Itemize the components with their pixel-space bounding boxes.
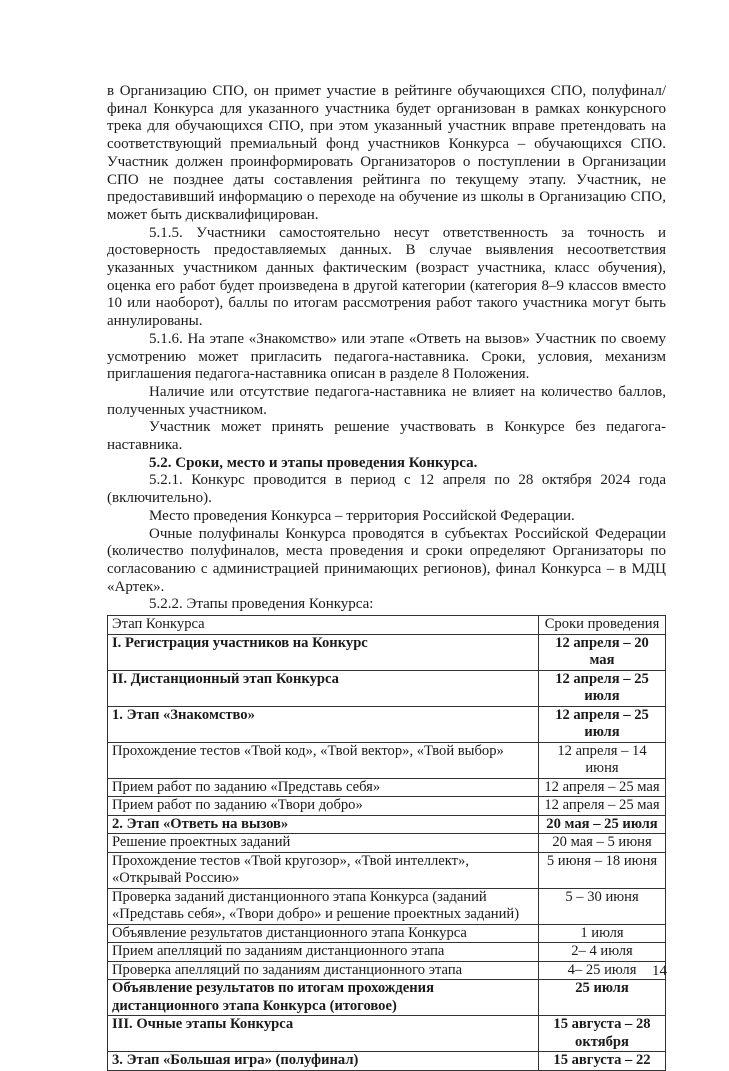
table-row: [108, 888, 666, 924]
dates-cell: 12 апреля – 20 мая: [539, 634, 666, 670]
stage-cell: 3. Этап «Большая игра» (полуфинал): [108, 1052, 539, 1071]
table-row: [108, 961, 666, 980]
paragraph: 5.1.5. Участники самостоятельно несут ответственность за точность и достоверность предоставляемых данных. В случае выявления несоответствия указанных участником данных фактическим (возраст участника, класс обучения), оценка его работ будет произведена в другой категории (категория 8–9 классов вместо 10 или наоборот), баллы по итогам рассмотрения работ такого участника могут быть аннулированы.: [107, 224, 666, 330]
table-row: [108, 815, 666, 834]
document-page: [107, 83, 666, 1071]
table-row: [108, 834, 666, 853]
stage-cell: III. Очные этапы Конкурса: [108, 1016, 539, 1052]
header-dates: Сроки проведения: [539, 616, 666, 635]
dates-cell: 5 июня – 18 июня: [539, 852, 666, 888]
dates-cell: 1 июля: [539, 924, 666, 943]
dates-cell: 20 мая – 5 июня: [539, 834, 666, 853]
table-row: [108, 742, 666, 778]
dates-cell: 4– 25 июля: [539, 961, 666, 980]
dates-cell: 12 апреля – 14 июня: [539, 742, 666, 778]
dates-cell: 12 апреля – 25 мая: [539, 797, 666, 816]
paragraph: Очные полуфиналы Конкурса проводятся в субъектах Российской Федерации (количество полуфиналов, места проведения и сроки определяют Организаторы по согласованию с администрацией принимающих регионов), финал Конкурса – в МДЦ «Артек».: [107, 525, 666, 595]
stage-cell: Прием апелляций по заданиям дистанционного этапа: [108, 943, 539, 962]
table-row: [108, 943, 666, 962]
paragraph: Место проведения Конкурса – территория Российской Федерации.: [149, 507, 575, 524]
dates-cell: 15 августа – 28 октября: [539, 1016, 666, 1052]
dates-cell: 25 июля: [539, 980, 666, 1016]
table-row: [108, 778, 666, 797]
stage-cell: Прохождение тестов «Твой кругозор», «Твой интеллект», «Открывай Россию»: [108, 852, 539, 888]
table-row: [108, 924, 666, 943]
table-header-row: [108, 616, 666, 635]
dates-cell: 20 мая – 25 июля: [539, 815, 666, 834]
paragraph: в Организацию СПО, он примет участие в рейтинге обучающихся СПО, полуфинал/финал Конкурса для указанного участника будет организован в рамках конкурсного трека для обучающихся СПО, при этом указанный участник вправе претендовать на соответствующий премиальный фонд участников Конкурса – обучающихся СПО. Участник должен проинформировать Организаторов о поступлении в Организации СПО не позднее даты составления рейтинга по текущему этапу. Участник, не предоставивший информацию о переходе на обучение из школы в Организацию СПО, может быть дисквалифицирован.: [107, 83, 666, 223]
stage-cell: Проверка апелляций по заданиям дистанционного этапа: [108, 961, 539, 980]
stage-cell: 2. Этап «Ответь на вызов»: [108, 815, 539, 834]
section-heading: 5.2. Сроки, место и этапы проведения Конкурса.: [149, 454, 478, 471]
table-row: [108, 980, 666, 1016]
stage-cell: Прием работ по заданию «Представь себя»: [108, 778, 539, 797]
dates-cell: 12 апреля – 25 мая: [539, 778, 666, 797]
table-row: [108, 852, 666, 888]
dates-cell: 2– 4 июля: [539, 943, 666, 962]
table-row: [108, 1016, 666, 1052]
stage-cell: Прием работ по заданию «Твори добро»: [108, 797, 539, 816]
stage-cell: Проверка заданий дистанционного этапа Конкурса (заданий «Представь себя», «Твори добро» и решение проектных заданий): [108, 888, 539, 924]
dates-cell: 12 апреля – 25 июля: [539, 670, 666, 706]
dates-cell: 15 августа – 22: [539, 1052, 666, 1071]
stages-table: [107, 615, 666, 1071]
dates-cell: 12 апреля – 25 июля: [539, 706, 666, 742]
stage-cell: Объявление результатов дистанционного этапа Конкурса: [108, 924, 539, 943]
paragraph: Участник может принять решение участвовать в Конкурсе без педагога-наставника.: [107, 419, 666, 454]
stage-cell: 1. Этап «Знакомство»: [108, 706, 539, 742]
table-row: [108, 797, 666, 816]
page-number: 14: [652, 963, 667, 979]
paragraph: 5.2.2. Этапы проведения Конкурса:: [149, 596, 374, 613]
dates-cell: 5 – 30 июня: [539, 888, 666, 924]
table-row: [108, 706, 666, 742]
paragraph: 5.1.6. На этапе «Знакомство» или этапе «Ответь на вызов» Участник по своему усмотрению может пригласить педагога-наставника. Сроки, условия, механизм приглашения педагога-наставника описан в разделе 8 Положения.: [107, 330, 666, 383]
stage-cell: Решение проектных заданий: [108, 834, 539, 853]
header-stage: Этап Конкурса: [108, 616, 539, 635]
paragraph: Наличие или отсутствие педагога-наставника не влияет на количество баллов, полученных участником.: [107, 383, 666, 418]
table-row: [108, 1052, 666, 1071]
paragraph: 5.2.1. Конкурс проводится в период с 12 апреля по 28 октября 2024 года (включительно).: [107, 472, 666, 507]
stage-cell: II. Дистанционный этап Конкурса: [108, 670, 539, 706]
stage-cell: Объявление результатов по итогам прохождения дистанционного этапа Конкурса (итоговое): [108, 980, 539, 1016]
stage-cell: Прохождение тестов «Твой код», «Твой вектор», «Твой выбор»: [108, 742, 539, 778]
table-row: [108, 634, 666, 670]
table-row: [108, 670, 666, 706]
stage-cell: I. Регистрация участников на Конкурс: [108, 634, 539, 670]
